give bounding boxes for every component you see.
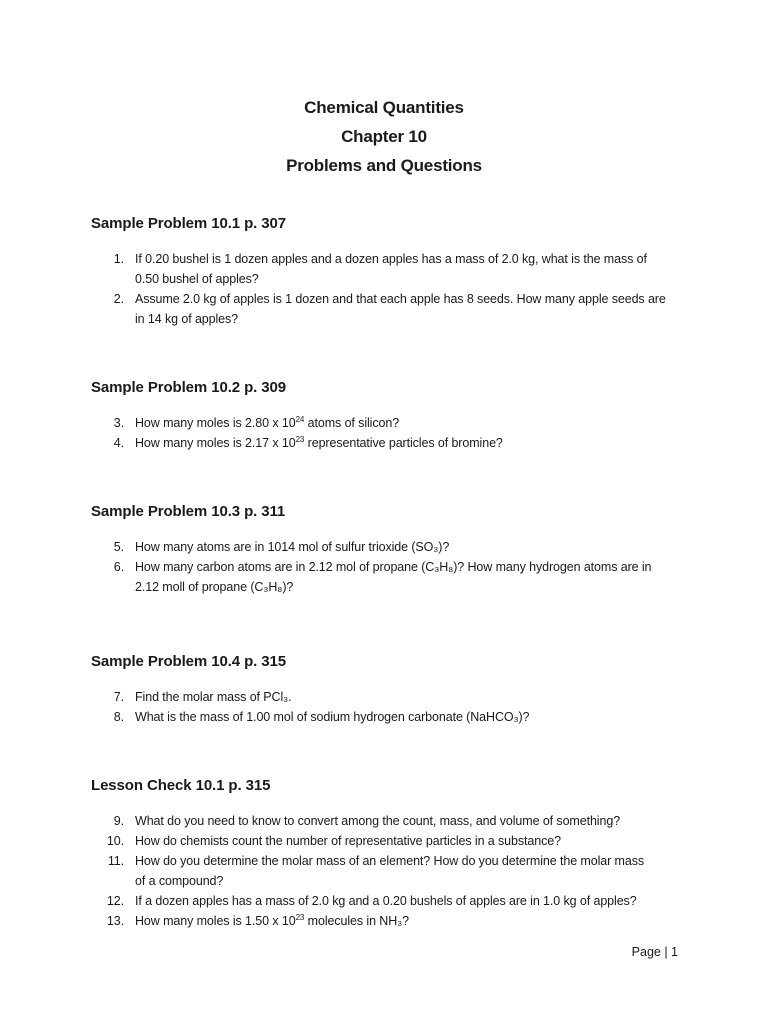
title-line-1: Chemical Quantities (304, 98, 464, 117)
question-text-continued: of a compound? (135, 874, 224, 888)
question-text-end: representative particles of bromine? (304, 436, 503, 450)
question-number: 10. (106, 834, 124, 848)
question-list (91, 811, 691, 931)
question-text: What is the mass of 1.00 mol of sodium hydrogen carbonate (NaHCO₃)? (135, 710, 530, 724)
question-text: Find the molar mass of PCl₃. (135, 690, 292, 704)
section-heading: Sample Problem 10.2 p. 309 (91, 379, 286, 396)
question-list (91, 687, 691, 727)
exponent: 23 (295, 434, 305, 444)
section-heading: Sample Problem 10.3 p. 311 (91, 503, 286, 520)
section-heading: Sample Problem 10.1 p. 307 (91, 215, 286, 232)
question-number: 2. (113, 292, 124, 306)
question-text-continued: 2.12 moll of propane (C₃H₈)? (135, 580, 294, 594)
question-item (91, 831, 691, 851)
question-text: How many carbon atoms are in 2.12 mol of propane (C₃H₈)? How many hydrogen atoms are in (135, 560, 652, 574)
exponent: 24 (295, 414, 305, 424)
question-item (91, 557, 691, 597)
section-lesson-check-10-1 (91, 776, 691, 931)
section-sample-problem-10-4 (91, 652, 691, 727)
question-text-end: molecules in NH₃? (304, 914, 409, 928)
question-item (91, 911, 691, 931)
question-item (91, 811, 691, 831)
title-line-2: Chapter 10 (341, 127, 427, 146)
section-sample-problem-10-2 (91, 378, 691, 453)
exponent: 23 (295, 912, 305, 922)
question-text-continued: in 14 kg of apples? (135, 312, 239, 326)
question-item (91, 851, 691, 891)
question-number: 8. (113, 710, 124, 724)
question-list (91, 249, 691, 329)
question-item (91, 687, 691, 707)
section-sample-problem-10-1 (91, 214, 691, 329)
question-text: If 0.20 bushel is 1 dozen apples and a dozen apples has a mass of 2.0 kg, what is the mass of (135, 252, 647, 266)
title-line-3: Problems and Questions (286, 156, 482, 175)
question-item (91, 433, 691, 453)
question-text: How many moles is 2.80 x 10 (135, 416, 296, 430)
question-list (91, 413, 691, 453)
question-number: 9. (113, 814, 124, 828)
question-text: How many atoms are in 1014 mol of sulfur trioxide (SO₃)? (135, 540, 450, 554)
page-number-footer: Page | 1 (631, 945, 678, 959)
question-text: How many moles is 1.50 x 10 (135, 914, 296, 928)
question-number: 12. (106, 894, 124, 908)
question-number: 5. (113, 540, 124, 554)
question-item (91, 249, 691, 289)
question-item (91, 537, 691, 557)
section-heading: Sample Problem 10.4 p. 315 (91, 653, 286, 670)
question-number: 11. (107, 854, 124, 868)
document-title (0, 93, 768, 180)
question-item (91, 413, 691, 433)
question-list (91, 537, 691, 597)
question-number: 3. (113, 416, 124, 430)
question-number: 13. (106, 914, 124, 928)
question-item (91, 289, 691, 329)
question-text: How many moles is 2.17 x 10 (135, 436, 296, 450)
question-text: If a dozen apples has a mass of 2.0 kg and a 0.20 bushels of apples are in 1.0 kg of apples? (135, 894, 637, 908)
question-number: 6. (113, 560, 124, 574)
question-item (91, 891, 691, 911)
question-item (91, 707, 691, 727)
question-number: 1. (113, 252, 124, 266)
question-number: 4. (113, 436, 124, 450)
question-text-end: atoms of silicon? (304, 416, 400, 430)
section-sample-problem-10-3 (91, 502, 691, 597)
question-text: How do chemists count the number of representative particles in a substance? (135, 834, 561, 848)
question-text-continued: 0.50 bushel of apples? (135, 272, 259, 286)
section-heading: Lesson Check 10.1 p. 315 (91, 777, 271, 794)
question-text: How do you determine the molar mass of an element? How do you determine the molar mass (135, 854, 645, 868)
question-text: Assume 2.0 kg of apples is 1 dozen and that each apple has 8 seeds. How many apple seeds are (135, 292, 666, 306)
question-text: What do you need to know to convert among the count, mass, and volume of something? (135, 814, 621, 828)
question-number: 7. (113, 690, 124, 704)
